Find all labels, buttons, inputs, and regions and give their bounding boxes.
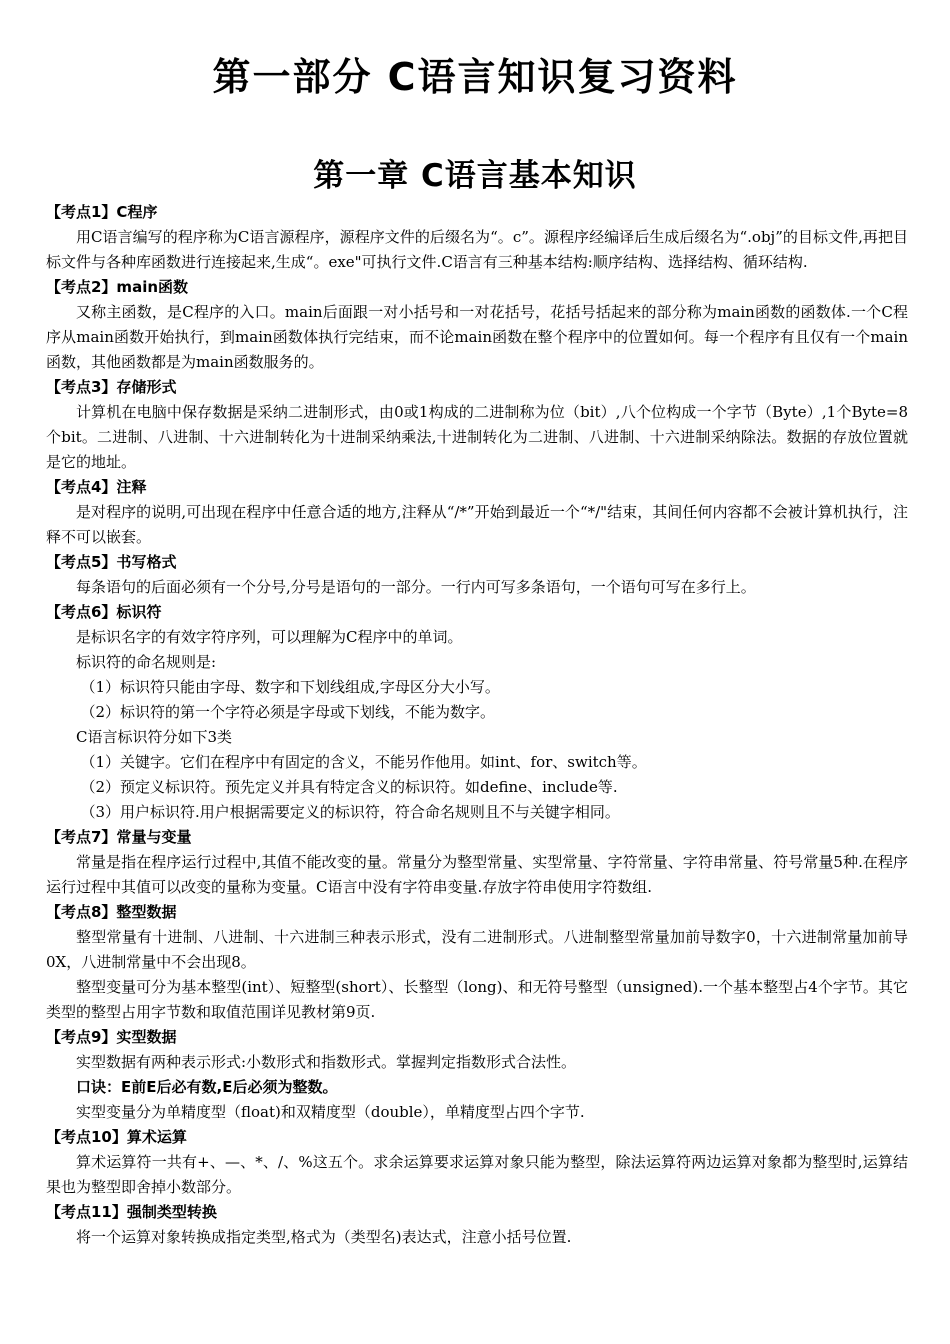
section-9-line-2: 实型变量分为单精度型（float)和双精度型（double），单精度型占四个字节. — [76, 1103, 585, 1121]
section-heading-9: 【考点9】实型数据 — [46, 1028, 177, 1046]
section-heading-7: 【考点7】常量与变量 — [46, 828, 192, 846]
section-heading-1: 【考点1】C程序 — [46, 203, 158, 221]
naming-rule-2: （2）标识符的第一个字符必须是字母或下划线，不能为数字。 — [80, 703, 496, 721]
section-3-paragraph: 计算机在电脑中保存数据是采纳二进制形式，由0或1构成的二进制称为位（bit）,八个位构成一个字节（Byte）,1个Byte=8个bit。二进制、八进制、十六进制转化为十进制采纳乘法,十进制转化为二进制、八进制、十六进制采纳除法。数据的存放位置就是它的地址。 — [46, 403, 908, 471]
section-heading-10: 【考点10】算术运算 — [46, 1128, 187, 1146]
identifier-class-1: （1）关键字。它们在程序中有固定的含义，不能另作他用。如int、for、switch等。 — [80, 753, 647, 771]
section-4-paragraph: 是对程序的说明,可出现在程序中任意合适的地方,注释从“/*”开始到最近一个“*/"结束，其间任何内容都不会被计算机执行，注释不可以嵌套。 — [46, 503, 908, 546]
section-9-mnemonic: 口诀：E前E后必有数,E后必须为整数。 — [76, 1078, 338, 1096]
section-8-paragraph-2: 整型变量可分为基本整型(int）、短整型(short）、长整型（long)、和无符号整型（unsigned).一个基本整型占4个字节。其它类型的整型占用字节数和取值范围详见教材第9页. — [46, 978, 908, 1021]
section-heading-4: 【考点4】注释 — [46, 478, 147, 496]
section-heading-8: 【考点8】整型数据 — [46, 903, 177, 921]
section-heading-11: 【考点11】强制类型转换 — [46, 1203, 217, 1221]
section-6-line-2: 标识符的命名规则是: — [76, 653, 217, 671]
section-6-line-1: 是标识名字的有效字符序列，可以理解为C程序中的单词。 — [76, 628, 463, 646]
section-heading-3: 【考点3】存储形式 — [46, 378, 177, 396]
section-10-paragraph: 算术运算符一共有+、—、*、/、%这五个。求余运算要求运算对象只能为整型，除法运算符两边运算对象都为整型时,运算结果也为整型即舍掉小数部分。 — [46, 1153, 908, 1196]
section-6-line-3: C语言标识符分如下3类 — [76, 728, 233, 746]
identifier-class-3: （3）用户标识符.用户根据需要定义的标识符，符合命名规则且不与关键字相同。 — [80, 803, 620, 821]
section-7-paragraph: 常量是指在程序运行过程中,其值不能改变的量。常量分为整型常量、实型常量、字符常量、字符串常量、符号常量5种.在程序运行过程中其值可以改变的量称为变量。C语言中没有字符串变量.存放字符串使用字符数组. — [46, 853, 908, 896]
chapter-title: 第一章 C语言基本知识 — [313, 158, 637, 194]
section-heading-6: 【考点6】标识符 — [46, 603, 162, 621]
section-11-line-1: 将一个运算对象转换成指定类型,格式为（类型名)表达式，注意小括号位置. — [76, 1228, 572, 1246]
section-2-paragraph: 又称主函数，是C程序的入口。main后面跟一对小括号和一对花括号，花括号括起来的部分称为main函数的函数体.一个C程序从main函数开始执行，到main函数体执行完结束，而不论main函数在整个程序中的位置如何。每一个程序有且仅有一个main函数，其他函数都是为main函数服务的。 — [46, 303, 908, 371]
page-title: 第一部分 C语言知识复习资料 — [212, 55, 738, 99]
section-heading-2: 【考点2】main函数 — [46, 278, 189, 296]
section-9-line-1: 实型数据有两种表示形式:小数形式和指数形式。掌握判定指数形式合法性。 — [76, 1053, 577, 1071]
section-heading-5: 【考点5】书写格式 — [46, 553, 177, 571]
document-body — [46, 200, 908, 1250]
naming-rule-1: （1）标识符只能由字母、数字和下划线组成,字母区分大小写。 — [80, 678, 500, 696]
section-8-paragraph-1: 整型常量有十进制、八进制、十六进制三种表示形式，没有二进制形式。八进制整型常量加前导数字0，十六进制常量加前导0X，八进制常量中不会出现8。 — [46, 928, 908, 971]
section-1-paragraph: 用C语言编写的程序称为C语言源程序，源程序文件的后缀名为“。c”。源程序经编译后生成后缀名为“.obj”的目标文件,再把目标文件与各种库函数进行连接起来,生成“。exe"可执行文件.C语言有三种基本结构:顺序结构、选择结构、循环结构. — [46, 228, 908, 271]
identifier-class-2: （2）预定义标识符。预先定义并具有特定含义的标识符。如define、include等. — [80, 778, 618, 796]
section-5-paragraph: 每条语句的后面必须有一个分号,分号是语句的一部分。一行内可写多条语句，一个语句可写在多行上。 — [76, 578, 756, 596]
